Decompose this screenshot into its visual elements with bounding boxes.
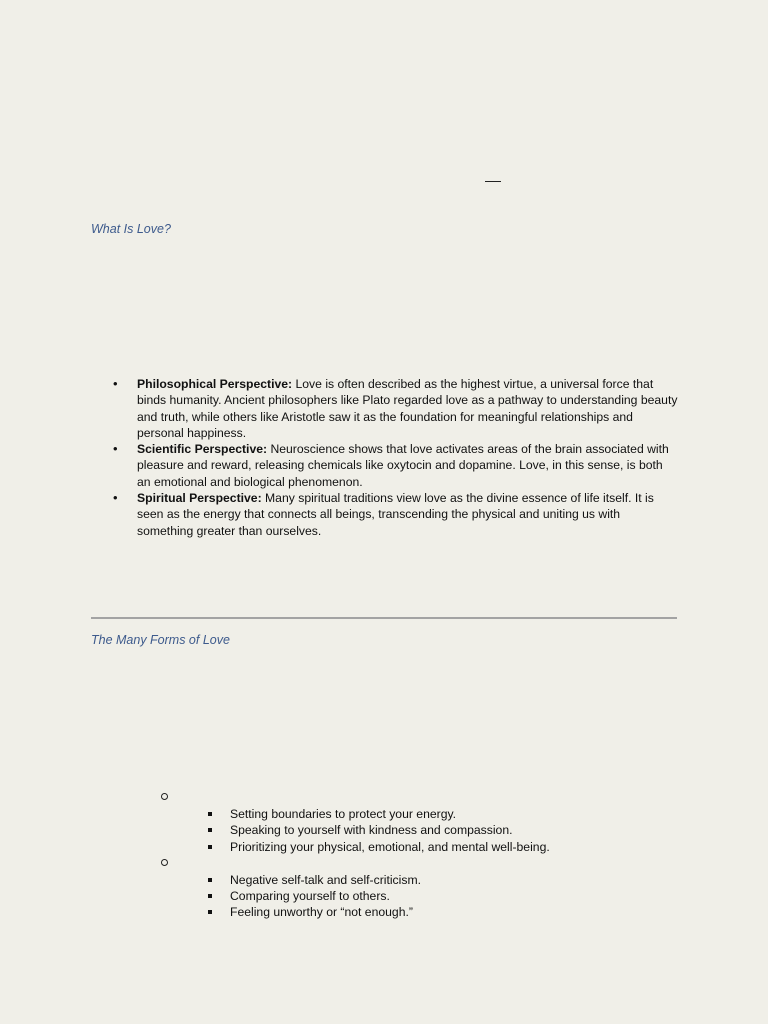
list-item: Feeling unworthy or “not enough.” xyxy=(208,904,550,920)
list-item-scientific xyxy=(113,441,678,490)
sub-list xyxy=(160,806,550,855)
section-heading-what-is-love: What Is Love? xyxy=(91,222,171,236)
list-item: Speaking to yourself with kindness and compassion. xyxy=(208,822,550,838)
circle-bullet-icon xyxy=(161,793,168,800)
horizontal-divider xyxy=(91,617,677,619)
item-label: Philosophical Perspective: xyxy=(137,377,293,391)
em-dash-mark xyxy=(485,181,501,182)
list-item: Prioritizing your physical, emotional, and mental well-being. xyxy=(208,839,550,855)
circle-bullet-icon xyxy=(161,859,168,866)
list-item: Setting boundaries to protect your energy. xyxy=(208,806,550,822)
forms-list xyxy=(160,789,550,921)
section-heading-forms-of-love: The Many Forms of Love xyxy=(91,633,230,647)
list-item: Comparing yourself to others. xyxy=(208,888,550,904)
item-label: Spiritual Perspective: xyxy=(137,491,262,506)
list-item-spiritual xyxy=(113,490,678,539)
sub-list xyxy=(160,872,550,921)
list-item-philosophical xyxy=(113,376,678,441)
list-group xyxy=(160,859,550,921)
list-group xyxy=(160,793,550,855)
perspectives-list xyxy=(113,376,678,539)
item-text: Neuroscience shows that love activates areas of the brain associated with pleasure and reward, releasing chemicals like oxytocin and dopamine. Love, in this sense, is both an emotional and biological phenomenon. xyxy=(137,442,669,489)
item-text: Love is often described as the highest virtue, a universal force that binds humanity. Ancient philosophers like Plato regarded love as a pathway to understanding beauty and truth, while others like Aristotle saw it as the foundation for meaningful relationships and personal happiness. xyxy=(137,377,678,440)
item-text: Many spiritual traditions view love as the divine essence of life itself. It is seen as the energy that connects all beings, transcending the physical and uniting us with something greater than ourselves. xyxy=(137,491,654,538)
list-item: Negative self-talk and self-criticism. xyxy=(208,872,550,888)
item-label: Scientific Perspective: xyxy=(137,442,268,457)
